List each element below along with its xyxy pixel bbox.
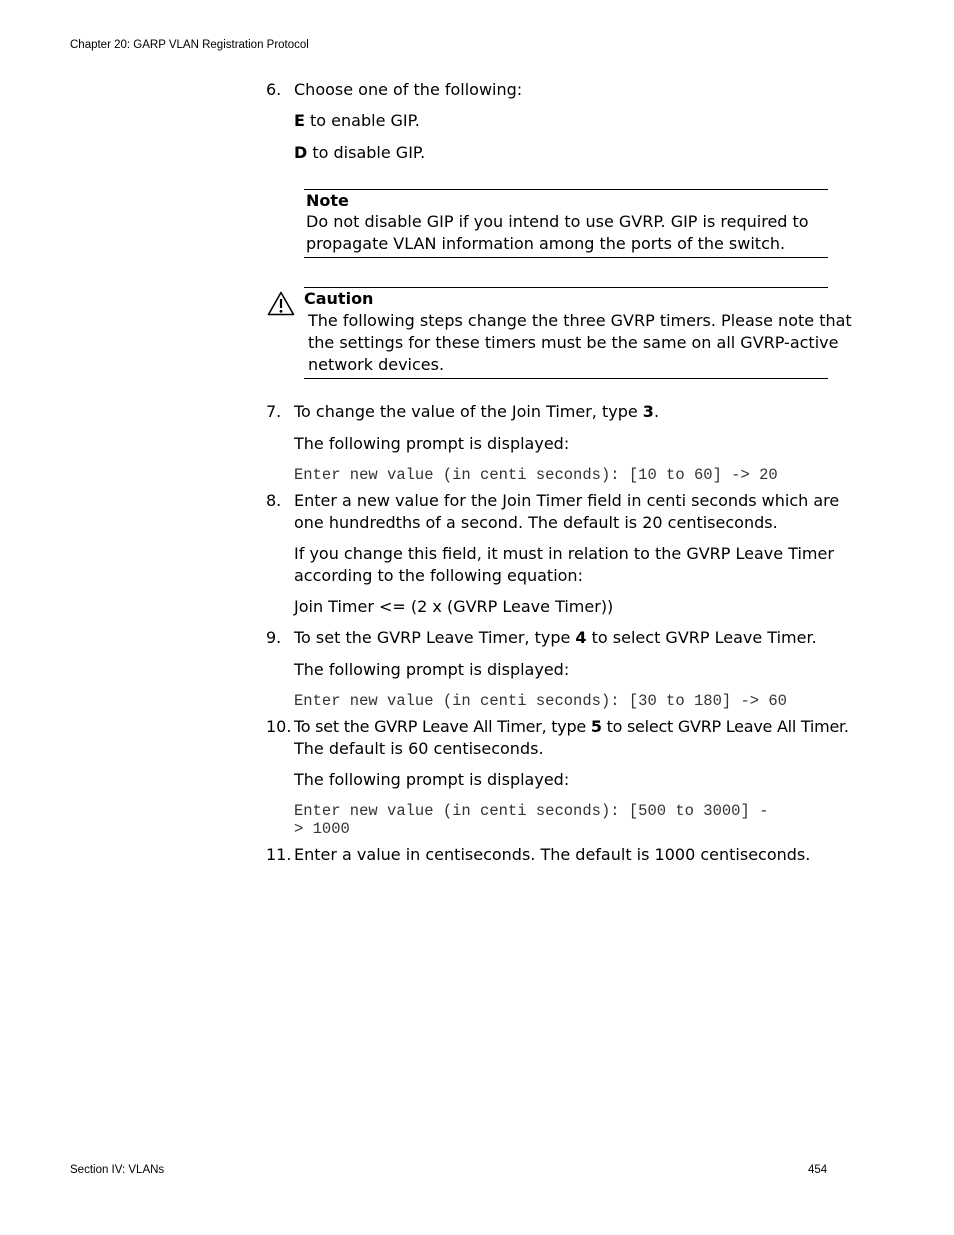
step-10-text-a: To set the GVRP Leave All Timer, type xyxy=(294,717,591,736)
note-line-1: Do not disable GIP if you intend to use GVRP. GIP is required to xyxy=(306,212,809,231)
option-d-key: D xyxy=(294,143,308,162)
step-8-para-line-2: according to the following equation: xyxy=(294,566,583,585)
step-7-key: 3 xyxy=(642,402,654,421)
step-6-number: 6. xyxy=(266,80,282,99)
caution-top-rule xyxy=(304,287,828,288)
step-9-key: 4 xyxy=(575,628,587,647)
step-8-equation: Join Timer <= (2 x (GVRP Leave Timer)) xyxy=(294,597,614,616)
warning-triangle-icon xyxy=(267,291,295,316)
note-line-2: propagate VLAN information among the ports of the switch. xyxy=(306,234,786,253)
note-top-rule xyxy=(304,189,828,190)
footer-page-number: 454 xyxy=(808,1164,828,1176)
caution-line-1: The following steps change the three GVRP timers. Please note that xyxy=(308,311,852,330)
step-7-text-b: . xyxy=(653,402,660,421)
step-10-number: 10. xyxy=(266,717,292,736)
step-10-text xyxy=(294,717,849,736)
footer-section: Section IV: VLANs xyxy=(70,1164,165,1176)
step-10-line-2: The default is 60 centiseconds. xyxy=(294,739,544,758)
option-enable-gip xyxy=(294,111,420,130)
step-7-text xyxy=(294,402,659,421)
caution-line-2: the settings for these timers must be the same on all GVRP-active xyxy=(308,333,839,352)
step-10-key: 5 xyxy=(590,717,602,736)
step-8-line-2: one hundredths of a second. The default is 20 centiseconds. xyxy=(294,513,778,532)
step-6-text: Choose one of the following: xyxy=(294,80,523,99)
note-bottom-rule xyxy=(304,257,828,258)
step-10-prompt-line-2: > 1000 xyxy=(294,820,350,838)
step-10-prompt-label: The following prompt is displayed: xyxy=(294,770,570,789)
option-e-text: to enable GIP. xyxy=(304,111,420,130)
option-e-key: E xyxy=(294,111,305,130)
caution-title: Caution xyxy=(304,289,374,308)
note-title: Note xyxy=(306,191,349,210)
step-11-text: Enter a value in centiseconds. The default is 1000 centiseconds. xyxy=(294,845,811,864)
caution-line-3: network devices. xyxy=(308,355,445,374)
step-10-prompt-line-1: Enter new value (in centi seconds): [500 to 3000] - xyxy=(294,802,769,820)
step-7-prompt-label: The following prompt is displayed: xyxy=(294,434,570,453)
caution-bottom-rule xyxy=(304,378,828,379)
step-10-text-b: to select GVRP Leave All Timer. xyxy=(601,717,849,736)
step-9-text xyxy=(294,628,817,647)
step-9-number: 9. xyxy=(266,628,282,647)
option-disable-gip xyxy=(294,143,425,162)
step-9-text-a: To set the GVRP Leave Timer, type xyxy=(294,628,576,647)
step-7-prompt: Enter new value (in centi seconds): [10 to 60] -> 20 xyxy=(294,466,778,484)
step-9-prompt-label: The following prompt is displayed: xyxy=(294,660,570,679)
step-11-number: 11. xyxy=(266,845,292,864)
step-8-line-1: Enter a new value for the Join Timer field in centi seconds which are xyxy=(294,491,840,510)
step-7-text-a: To change the value of the Join Timer, type xyxy=(294,402,643,421)
step-8-number: 8. xyxy=(266,491,282,510)
step-9-text-b: to select GVRP Leave Timer. xyxy=(586,628,817,647)
option-d-text: to disable GIP. xyxy=(307,143,426,162)
running-header: Chapter 20: GARP VLAN Registration Protocol xyxy=(70,39,309,51)
step-7-number: 7. xyxy=(266,402,282,421)
step-8-para-line-1: If you change this field, it must in relation to the GVRP Leave Timer xyxy=(294,544,834,563)
step-9-prompt: Enter new value (in centi seconds): [30 to 180] -> 60 xyxy=(294,692,787,710)
